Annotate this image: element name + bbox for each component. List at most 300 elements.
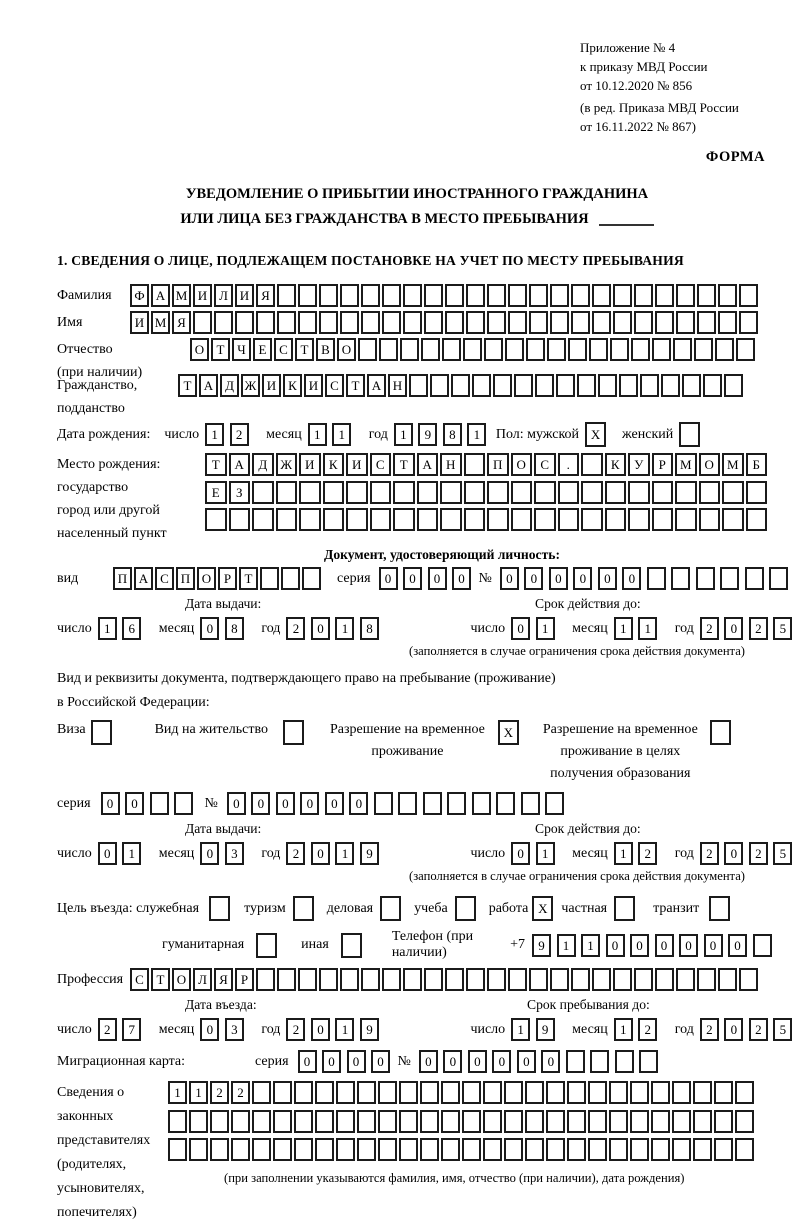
- char-cell: 0: [452, 567, 471, 590]
- char-cell: [378, 1081, 397, 1104]
- char-cell: И: [346, 453, 368, 476]
- char-cell: К: [323, 453, 345, 476]
- char-cell: [252, 1138, 271, 1161]
- char-cell: 2: [286, 1018, 305, 1041]
- representatives-label: Сведения о законных представителях (родителях, усыновителях, попечителях): [57, 1085, 151, 1220]
- doc-number-label: №: [478, 570, 492, 586]
- char-cell: [277, 284, 296, 307]
- char-cell: Т: [346, 374, 365, 397]
- char-cell: Т: [211, 338, 230, 361]
- char-cell: [651, 1110, 670, 1133]
- char-cell: [676, 311, 695, 334]
- char-cell: [619, 374, 638, 397]
- doc-issue-label: Дата выдачи:: [185, 596, 262, 611]
- char-cell: 1: [638, 617, 657, 640]
- doc-valid-year-cells: [700, 617, 798, 640]
- char-cell: [323, 481, 345, 504]
- char-cell: [466, 968, 485, 991]
- char-cell: 0: [630, 934, 649, 957]
- char-cell: 1: [122, 842, 141, 865]
- char-cell: [340, 968, 359, 991]
- char-cell: [273, 1110, 292, 1133]
- char-cell: [568, 338, 587, 361]
- char-cell: 3: [225, 1018, 244, 1041]
- char-cell: [613, 284, 632, 307]
- char-cell: [487, 508, 509, 531]
- study-item: учеба: [414, 896, 478, 921]
- char-cell: [718, 968, 737, 991]
- day-label: число: [57, 1021, 92, 1037]
- char-cell: [370, 481, 392, 504]
- char-cell: [655, 968, 674, 991]
- char-cell: [505, 338, 524, 361]
- char-cell: X: [585, 422, 606, 447]
- char-cell: [736, 338, 755, 361]
- char-cell: [525, 1110, 544, 1133]
- char-cell: Я: [256, 284, 275, 307]
- char-cell: [483, 1138, 502, 1161]
- char-cell: [484, 338, 503, 361]
- char-cell: [315, 1138, 334, 1161]
- permit-valid-label: Срок действия до:: [535, 821, 641, 836]
- char-cell: [283, 720, 304, 745]
- char-cell: А: [367, 374, 386, 397]
- char-cell: [504, 1110, 523, 1133]
- mig-number-label: №: [397, 1053, 411, 1069]
- char-cell: 0: [655, 934, 674, 957]
- business-item: деловая: [327, 896, 403, 921]
- char-cell: [672, 1138, 691, 1161]
- residence-checkbox: [283, 720, 306, 745]
- char-cell: [550, 311, 569, 334]
- char-cell: [252, 481, 274, 504]
- char-cell: Б: [746, 453, 768, 476]
- char-cell: [613, 311, 632, 334]
- char-cell: А: [417, 453, 439, 476]
- char-cell: [753, 934, 772, 957]
- char-cell: [652, 481, 674, 504]
- char-cell: А: [199, 374, 218, 397]
- char-cell: [714, 1138, 733, 1161]
- char-cell: [346, 481, 368, 504]
- temp-permit-checkbox: [498, 720, 521, 745]
- char-cell: [466, 311, 485, 334]
- char-cell: 1: [168, 1081, 187, 1104]
- mig-series-label: серия: [255, 1053, 289, 1069]
- char-cell: 0: [598, 567, 617, 590]
- char-cell: [652, 338, 671, 361]
- residence-label: Вид на жительство: [154, 722, 268, 737]
- char-cell: [273, 1081, 292, 1104]
- doc-valid-day-cells: [511, 617, 560, 640]
- permit-number-label: №: [204, 795, 218, 811]
- month-label: месяц: [572, 1021, 608, 1037]
- other-checkbox: [341, 933, 364, 958]
- char-cell: Ф: [130, 284, 149, 307]
- char-cell: [378, 1110, 397, 1133]
- char-cell: Н: [388, 374, 407, 397]
- profession-label: Профессия: [57, 972, 124, 987]
- char-cell: [358, 338, 377, 361]
- char-cell: Л: [214, 284, 233, 307]
- char-cell: О: [511, 453, 533, 476]
- char-cell: [647, 567, 666, 590]
- char-cell: 9: [418, 423, 437, 446]
- char-cell: [315, 1081, 334, 1104]
- name-label: Имя: [57, 315, 83, 330]
- doc-number-cells: [500, 567, 794, 590]
- patronymic-label: Отчество (при наличии): [57, 342, 143, 380]
- char-cell: [550, 284, 569, 307]
- doc-issue-day-cells: [98, 617, 147, 640]
- permit-valid-month-cells: [614, 842, 663, 865]
- char-cell: [615, 1050, 634, 1073]
- char-cell: [581, 508, 603, 531]
- char-cell: И: [193, 284, 212, 307]
- char-cell: Т: [393, 453, 415, 476]
- char-cell: [614, 896, 635, 921]
- char-cell: [630, 1110, 649, 1133]
- stay-day-cells: [511, 1018, 560, 1041]
- char-cell: М: [675, 453, 697, 476]
- char-cell: [417, 481, 439, 504]
- permit-dates-row: [57, 842, 787, 865]
- section1-heading: 1. СВЕДЕНИЯ О ЛИЦЕ, ПОДЛЕЖАЩЕМ ПОСТАНОВКЕ НА УЧЕТ ПО МЕСТУ ПРЕБЫВАНИЯ: [57, 253, 684, 268]
- char-cell: [556, 374, 575, 397]
- year-label: год: [261, 1021, 281, 1037]
- char-cell: [655, 311, 674, 334]
- char-cell: [398, 792, 417, 815]
- char-cell: [440, 481, 462, 504]
- visa-item: [57, 719, 114, 745]
- char-cell: [442, 338, 461, 361]
- birth-month-cells: [308, 423, 357, 446]
- entry-date-sublabels: [57, 997, 777, 1016]
- char-cell: В: [316, 338, 335, 361]
- char-cell: [341, 933, 362, 958]
- migration-card-label: Миграционная карта:: [57, 1054, 186, 1069]
- char-cell: [697, 284, 716, 307]
- char-cell: 0: [724, 842, 743, 865]
- char-cell: М: [151, 311, 170, 334]
- ref-line: от 10.12.2020 № 856: [580, 78, 693, 93]
- private-checkbox: [614, 896, 637, 921]
- char-cell: [710, 720, 731, 745]
- char-cell: Ч: [232, 338, 251, 361]
- char-cell: К: [605, 453, 627, 476]
- char-cell: 0: [125, 792, 144, 815]
- day-label: число: [470, 620, 506, 636]
- char-cell: [174, 792, 193, 815]
- doc-series-label: серия: [337, 570, 371, 586]
- char-cell: [447, 792, 466, 815]
- char-cell: 1: [98, 617, 117, 640]
- char-cell: [403, 284, 422, 307]
- char-cell: [545, 792, 564, 815]
- char-cell: [464, 508, 486, 531]
- char-cell: [525, 1081, 544, 1104]
- char-cell: [639, 1050, 658, 1073]
- char-cell: [294, 1081, 313, 1104]
- char-cell: X: [498, 720, 519, 745]
- day-label: число: [164, 426, 200, 442]
- mig-number-cells: [419, 1050, 664, 1073]
- char-cell: О: [699, 453, 721, 476]
- name-cells: [130, 311, 760, 334]
- char-cell: [252, 1110, 271, 1133]
- char-cell: [745, 567, 764, 590]
- char-cell: 2: [749, 1018, 768, 1041]
- char-cell: [640, 374, 659, 397]
- char-cell: [399, 1138, 418, 1161]
- char-cell: [525, 1138, 544, 1161]
- char-cell: И: [262, 374, 281, 397]
- char-cell: [319, 311, 338, 334]
- char-cell: 0: [511, 617, 530, 640]
- char-cell: [445, 311, 464, 334]
- birthplace-label: Место рождения: государство город или другой населенный пункт: [57, 457, 167, 541]
- char-cell: [315, 1110, 334, 1133]
- char-cell: [703, 374, 722, 397]
- char-cell: [400, 338, 419, 361]
- char-cell: [693, 1138, 712, 1161]
- char-cell: [714, 1081, 733, 1104]
- month-label: месяц: [572, 620, 608, 636]
- char-cell: [571, 284, 590, 307]
- char-cell: [361, 311, 380, 334]
- char-cell: [581, 481, 603, 504]
- char-cell: [424, 284, 443, 307]
- char-cell: [630, 1138, 649, 1161]
- char-cell: 0: [311, 1018, 330, 1041]
- char-cell: Д: [220, 374, 239, 397]
- char-cell: М: [722, 453, 744, 476]
- char-cell: [631, 338, 650, 361]
- stay-year-cells: [700, 1018, 798, 1041]
- char-cell: [403, 968, 422, 991]
- char-cell: 0: [251, 792, 270, 815]
- residence-item: [155, 719, 306, 745]
- char-cell: [421, 338, 440, 361]
- visa-checkbox: [91, 720, 114, 745]
- char-cell: [724, 374, 743, 397]
- char-cell: 9: [360, 842, 379, 865]
- char-cell: [697, 311, 716, 334]
- char-cell: 0: [200, 842, 219, 865]
- char-cell: [382, 284, 401, 307]
- year-label: год: [368, 426, 388, 442]
- doc-type-cells: [113, 567, 323, 590]
- permit-number-cells: [227, 792, 570, 815]
- char-cell: [546, 1110, 565, 1133]
- char-cell: [671, 567, 690, 590]
- char-cell: X: [532, 896, 553, 921]
- char-cell: [693, 1081, 712, 1104]
- char-cell: 0: [227, 792, 246, 815]
- char-cell: 2: [230, 423, 249, 446]
- char-cell: [746, 508, 768, 531]
- char-cell: [529, 284, 548, 307]
- ref-line: (в ред. Приказа МВД России: [580, 100, 739, 115]
- char-cell: [299, 481, 321, 504]
- char-cell: 0: [704, 934, 723, 957]
- char-cell: [323, 508, 345, 531]
- char-cell: [298, 284, 317, 307]
- char-cell: 1: [536, 842, 555, 865]
- char-cell: 2: [231, 1081, 250, 1104]
- char-cell: [534, 508, 556, 531]
- char-cell: [298, 311, 317, 334]
- char-cell: 1: [581, 934, 600, 957]
- char-cell: С: [534, 453, 556, 476]
- char-cell: Л: [193, 968, 212, 991]
- char-cell: 0: [98, 842, 117, 865]
- char-cell: 0: [724, 1018, 743, 1041]
- char-cell: 2: [700, 842, 719, 865]
- char-cell: О: [197, 567, 216, 590]
- char-cell: [592, 284, 611, 307]
- char-cell: [769, 567, 788, 590]
- char-cell: [487, 284, 506, 307]
- char-cell: [529, 968, 548, 991]
- char-cell: 0: [573, 567, 592, 590]
- char-cell: [609, 1110, 628, 1133]
- char-cell: [193, 311, 212, 334]
- permit-valid-year-cells: [700, 842, 798, 865]
- sex-female-label: женский: [622, 426, 674, 442]
- doc-type-label: вид: [57, 571, 79, 586]
- char-cell: 1: [189, 1081, 208, 1104]
- char-cell: [504, 1081, 523, 1104]
- char-cell: [567, 1081, 586, 1104]
- char-cell: [441, 1081, 460, 1104]
- char-cell: 2: [700, 1018, 719, 1041]
- char-cell: 0: [606, 934, 625, 957]
- char-cell: О: [172, 968, 191, 991]
- char-cell: [235, 311, 254, 334]
- char-cell: [357, 1081, 376, 1104]
- purpose-row: [57, 896, 777, 921]
- char-cell: 1: [557, 934, 576, 957]
- char-cell: [298, 968, 317, 991]
- char-cell: [357, 1138, 376, 1161]
- char-cell: [336, 1081, 355, 1104]
- char-cell: 1: [536, 617, 555, 640]
- char-cell: 0: [325, 792, 344, 815]
- char-cell: [722, 481, 744, 504]
- representatives-note: (при заполнении указываются фамилия, имя, отчество (при наличии), дата рождения): [224, 1171, 685, 1185]
- entry-month-cells: [200, 1018, 249, 1041]
- char-cell: [526, 338, 545, 361]
- char-cell: [340, 311, 359, 334]
- char-cell: [256, 968, 275, 991]
- form-label: ФОРМА: [705, 149, 765, 165]
- permit-issue-label: Дата выдачи:: [185, 821, 262, 836]
- char-cell: С: [130, 968, 149, 991]
- char-cell: [699, 508, 721, 531]
- permit-valid-day-cells: [511, 842, 560, 865]
- char-cell: 0: [200, 1018, 219, 1041]
- char-cell: [511, 481, 533, 504]
- char-cell: 1: [614, 617, 633, 640]
- temp-permit-label: Разрешение на временное проживание: [329, 722, 485, 759]
- char-cell: Ж: [241, 374, 260, 397]
- char-cell: [589, 338, 608, 361]
- char-cell: 0: [298, 1050, 317, 1073]
- char-cell: С: [274, 338, 293, 361]
- permit-issue-year-cells: [286, 842, 384, 865]
- char-cell: [652, 508, 674, 531]
- study-checkbox: [455, 896, 478, 921]
- char-cell: [189, 1138, 208, 1161]
- char-cell: [294, 1138, 313, 1161]
- year-label: год: [261, 845, 281, 861]
- char-cell: [592, 311, 611, 334]
- char-cell: [417, 508, 439, 531]
- char-cell: [361, 968, 380, 991]
- birth-day-cells: [205, 423, 254, 446]
- char-cell: С: [370, 453, 392, 476]
- char-cell: [440, 508, 462, 531]
- char-cell: 0: [276, 792, 295, 815]
- char-cell: 0: [443, 1050, 462, 1073]
- char-cell: З: [229, 481, 251, 504]
- permit-date-sublabels: [57, 821, 777, 840]
- char-cell: .: [558, 453, 580, 476]
- char-cell: [675, 481, 697, 504]
- char-cell: П: [113, 567, 132, 590]
- humanitarian-checkbox: [256, 933, 279, 958]
- permit-series-label: серия: [57, 795, 91, 811]
- transit-item: транзит: [653, 896, 732, 921]
- char-cell: Я: [172, 311, 191, 334]
- char-cell: [672, 1110, 691, 1133]
- char-cell: [420, 1110, 439, 1133]
- char-cell: [445, 968, 464, 991]
- title-line-2: ИЛИ ЛИЦА БЕЗ ГРАЖДАНСТВА В МЕСТО ПРЕБЫВАНИЯ: [57, 207, 777, 232]
- char-cell: 3: [225, 842, 244, 865]
- restrict-note: (заполняется в случае ограничения срока действия документа): [409, 644, 745, 658]
- char-cell: [651, 1138, 670, 1161]
- doc-valid-month-cells: [614, 617, 663, 640]
- char-cell: Я: [214, 968, 233, 991]
- char-cell: [493, 374, 512, 397]
- char-cell: [423, 792, 442, 815]
- surname-label: Фамилия: [57, 288, 112, 303]
- char-cell: Е: [205, 481, 227, 504]
- char-cell: [91, 720, 112, 745]
- char-cell: [592, 968, 611, 991]
- char-cell: [628, 481, 650, 504]
- sex-male-label: Пол: мужской: [495, 426, 580, 442]
- char-cell: 0: [468, 1050, 487, 1073]
- char-cell: [420, 1138, 439, 1161]
- year-label: год: [674, 845, 694, 861]
- char-cell: 0: [311, 842, 330, 865]
- char-cell: 2: [700, 617, 719, 640]
- char-cell: [571, 311, 590, 334]
- char-cell: [370, 508, 392, 531]
- char-cell: [451, 374, 470, 397]
- char-cell: [535, 374, 554, 397]
- char-cell: [722, 508, 744, 531]
- char-cell: [231, 1138, 250, 1161]
- visa-label: Виза: [57, 722, 86, 737]
- char-cell: [508, 284, 527, 307]
- char-cell: [252, 1081, 271, 1104]
- char-cell: [483, 1081, 502, 1104]
- char-cell: [581, 453, 603, 476]
